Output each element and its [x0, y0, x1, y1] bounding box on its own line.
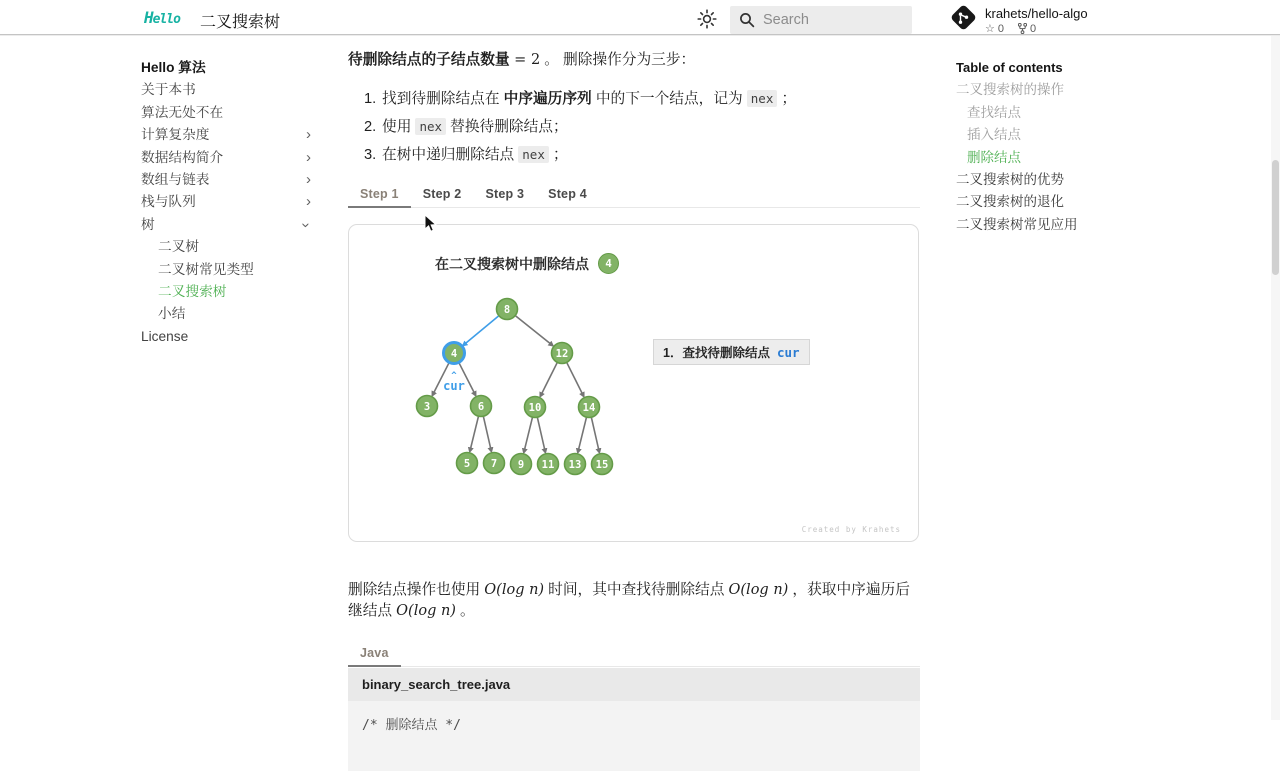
theme-toggle-button[interactable] [696, 8, 718, 30]
page-scrollbar[interactable] [1271, 0, 1280, 720]
svg-text:11: 11 [541, 458, 555, 471]
toc-item[interactable]: 删除结点 [967, 149, 1021, 165]
sun-icon [696, 8, 718, 30]
toc-item[interactable]: 插入结点 [967, 127, 1021, 143]
sidebar-item[interactable] [141, 124, 341, 146]
figure-title-node: 4 [598, 253, 619, 274]
repo-name: krahets/hello-algo [985, 6, 1088, 21]
caption-code-cur: cur [776, 344, 800, 360]
sidebar-item-label: 关于本书 [141, 82, 196, 98]
tree-node-9 [511, 454, 532, 475]
sidebar-item-label: 数据结构简介 [141, 149, 224, 165]
star-icon: ☆ [985, 23, 995, 35]
sidebar-item-label: 二叉树常见类型 [158, 261, 254, 277]
step-tab-1[interactable]: Step 1 [348, 182, 411, 208]
code-content[interactable]: /* 删除结点 */ [348, 701, 920, 771]
tree-node-14 [579, 397, 600, 418]
svg-text:5: 5 [463, 457, 471, 470]
svg-text:14: 14 [582, 401, 596, 414]
site-logo[interactable]: Hello [144, 8, 180, 27]
tree-node-7 [484, 453, 505, 474]
sidebar-item-label: Hello 算法 [141, 60, 206, 75]
step-tabs [348, 182, 920, 208]
header [0, 0, 1280, 35]
sidebar-item[interactable] [141, 102, 341, 124]
figure-title: 在二叉搜索树中删除结点 [435, 255, 589, 272]
toc-item[interactable]: 二叉搜索树的操作 [956, 82, 1064, 98]
sidebar-item-label: 小结 [158, 306, 186, 322]
svg-text:8: 8 [503, 303, 511, 316]
toc-item[interactable]: 二叉搜索树的优势 [956, 172, 1064, 188]
language-tabs [348, 641, 920, 667]
chevron-right-icon[interactable]: › [306, 193, 311, 211]
sidebar-item-label: 算法无处不在 [141, 104, 224, 120]
tree-node-12 [552, 343, 573, 364]
git-icon [950, 4, 977, 31]
binary-tree-diagram [404, 285, 624, 485]
toc-title: Table of contents [956, 60, 1063, 75]
tree-node-8 [497, 299, 518, 320]
list-item: 2. 使用 nex 替换待删除结点； [364, 119, 568, 135]
chevron-right-icon[interactable]: › [306, 126, 311, 144]
figure-caption: 1．查找待删除结点 cur [653, 339, 810, 365]
search-icon [739, 12, 755, 28]
sidebar-item[interactable] [141, 259, 341, 281]
sidebar-nav [141, 57, 341, 348]
watermark: Created by Krahets [801, 525, 901, 534]
svg-text:4: 4 [450, 347, 458, 360]
toc-item[interactable]: 二叉搜索树常见应用 [956, 216, 1078, 232]
star-count: 0 [997, 22, 1004, 35]
sidebar-item[interactable] [141, 326, 341, 348]
bst-delete-figure [348, 224, 919, 542]
sidebar-item[interactable] [141, 191, 341, 213]
sidebar-item[interactable] [141, 236, 341, 258]
svg-text:12: 12 [555, 347, 569, 360]
sidebar-item-label: 二叉搜索树 [158, 284, 227, 300]
main-content [348, 44, 920, 733]
chevron-down-icon[interactable]: › [297, 222, 315, 228]
svg-text:6: 6 [477, 400, 485, 413]
svg-text:9: 9 [517, 458, 525, 471]
list-item: 3. 在树中递归删除结点 nex ； [364, 147, 568, 163]
sidebar-item-label: 二叉树 [158, 239, 200, 255]
sidebar-item[interactable] [141, 169, 341, 191]
list-item: 1. 找到待删除结点在 中序遍历序列 中的下一个结点，记为 nex ； [364, 91, 797, 107]
chevron-right-icon[interactable]: › [306, 148, 311, 166]
ordered-list [364, 89, 920, 173]
scrollbar-thumb[interactable] [1272, 160, 1279, 275]
sidebar-item-label: 数组与链表 [141, 172, 210, 188]
tree-node-5 [457, 453, 478, 474]
sidebar-item-label: 树 [141, 216, 155, 232]
tree-node-11 [538, 454, 559, 475]
table-of-contents [956, 57, 1146, 236]
page-title: 二叉搜索树 [200, 14, 281, 31]
sidebar-item-label: 计算复杂度 [141, 127, 210, 143]
toc-item[interactable]: 二叉搜索树的退化 [956, 194, 1064, 210]
sidebar-item[interactable] [141, 303, 341, 325]
toc-item[interactable]: 查找结点 [967, 104, 1021, 120]
cur-pointer-label: cur [443, 379, 465, 393]
tree-node-15 [592, 454, 613, 475]
repo-stats [985, 22, 1088, 35]
chevron-right-icon[interactable]: › [306, 171, 311, 189]
sidebar-item[interactable] [141, 147, 341, 169]
code-filename: binary_search_tree.java [348, 668, 920, 701]
svg-text:15: 15 [595, 458, 609, 471]
sidebar-item[interactable] [141, 79, 341, 101]
search-placeholder: Search [763, 12, 809, 28]
cur-pointer-label: ^ [451, 371, 457, 381]
step-tab-3[interactable]: Step 3 [485, 187, 525, 201]
sidebar-item[interactable] [141, 281, 341, 303]
tree-node-10 [525, 397, 546, 418]
tree-node-3 [417, 396, 438, 417]
svg-text:10: 10 [528, 401, 542, 414]
sidebar-item[interactable] [141, 57, 341, 79]
sidebar-item[interactable] [141, 214, 341, 236]
step-tab-4[interactable]: Step 4 [548, 187, 587, 201]
sidebar-item-label: 栈与队列 [141, 194, 196, 210]
tree-node-13 [565, 454, 586, 475]
step-tab-2[interactable]: Step 2 [422, 187, 462, 201]
search-input[interactable] [730, 6, 912, 34]
fork-count: 0 [1030, 22, 1037, 35]
complexity-paragraph: 删除结点操作也使用 O(log n) 时间，其中查找待删除结点 O(log n) ，获取中序遍历后继结点 O(log n) 。 [348, 582, 910, 619]
tree-node-6 [471, 396, 492, 417]
tree-node-4 [444, 343, 465, 364]
sidebar-item-label: License [141, 328, 189, 344]
tab-java[interactable]: Java [348, 641, 401, 667]
fork-icon [1018, 23, 1027, 34]
svg-text:13: 13 [568, 458, 582, 471]
svg-text:3: 3 [423, 400, 431, 413]
repo-link[interactable] [954, 3, 1088, 35]
svg-text:7: 7 [490, 457, 498, 470]
intro-paragraph: 待删除结点的子结点数量 = 2 。 删除操作分为三步： [348, 52, 696, 68]
mouse-cursor [424, 214, 438, 234]
